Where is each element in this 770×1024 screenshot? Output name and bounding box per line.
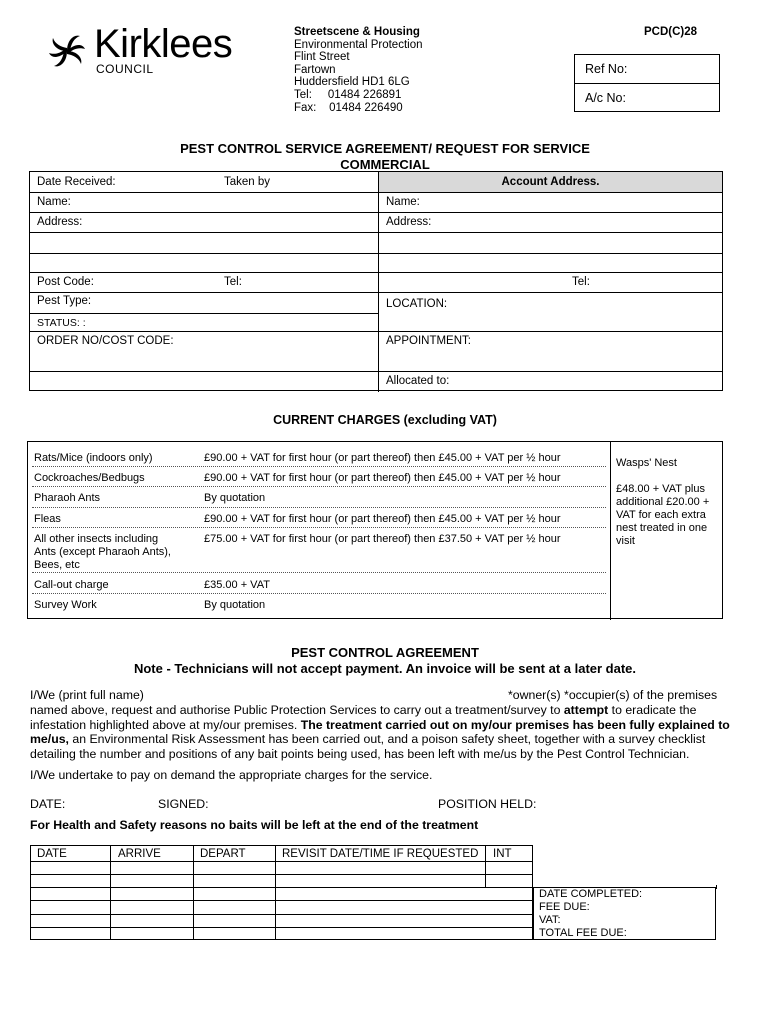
charge-price: £90.00 + VAT for first hour (or part thereof) then £45.00 + VAT per ½ hour: [204, 513, 561, 525]
wasps-nest-price: £48.00 + VAT plus additional £20.00 + VAT for each extra nest treated in one visit: [616, 483, 710, 547]
agreement-paragraph: named above, request and authorise Public Protection Services to carry out a treatment/survey to attempt to eradicate the infestation highlighted above at my/our premises. The treatment carried out on my/our premises has been fully explained to me/us, an Environmental Risk Assessment has been carried out, and a poison safety sheet, together with a survey checklist detailing the number and positions of any bait points being used, has been left with me/us by the Pest Control Technician.: [30, 703, 730, 761]
request-form: [29, 171, 723, 391]
address-line: Fax: 01484 226490: [294, 101, 403, 114]
account-address-header: Account Address.: [378, 172, 722, 192]
address-line: Environmental Protection: [294, 38, 423, 51]
reference-box: [574, 54, 720, 112]
charge-price: By quotation: [204, 492, 266, 504]
kirklees-swirl-icon: [46, 30, 88, 72]
wasps-nest-label: Wasps' Nest: [616, 457, 677, 469]
ac-no-field[interactable]: A/c No:: [585, 91, 626, 105]
agreement-heading: PEST CONTROL AGREEMENT: [291, 645, 479, 660]
health-safety-note: For Health and Safety reasons no baits will be left at the end of the treatment: [30, 817, 479, 832]
charge-price: £75.00 + VAT for first hour (or part thereof) then £37.50 + VAT per ½ hour: [204, 533, 561, 545]
date-completed-field[interactable]: DATE COMPLETED:: [539, 888, 643, 900]
date-field[interactable]: DATE:: [30, 796, 66, 811]
date-received-field[interactable]: Date Received:: [37, 176, 116, 188]
undertake-paragraph: I/We undertake to pay on demand the appropriate charges for the service.: [30, 768, 433, 782]
charge-pest: Call-out charge: [34, 579, 109, 591]
charge-price: £35.00 + VAT: [204, 579, 270, 591]
col-depart: DEPART: [200, 848, 246, 860]
name-field[interactable]: Name:: [37, 196, 71, 208]
department-address: [294, 26, 422, 114]
agreement-note: Note - Technicians will not accept payment. An invoice will be sent at a later date.: [133, 661, 637, 676]
fee-due-field[interactable]: FEE DUE:: [539, 901, 590, 913]
charge-pest: All other insects including Ants (except Pharaoh Ants), Bees, etc: [34, 533, 171, 571]
agreement-text: [30, 688, 740, 832]
allocated-to-field[interactable]: Allocated to:: [386, 375, 450, 387]
charge-price: £90.00 + VAT for first hour (or part thereof) then £45.00 + VAT per ½ hour: [204, 452, 561, 464]
department-name: Streetscene & Housing: [294, 26, 420, 38]
address-line: Fartown: [294, 63, 336, 76]
address-line: Flint Street: [294, 51, 350, 64]
col-revisit: REVISIT DATE/TIME IF REQUESTED: [282, 848, 479, 860]
address-line: Huddersfield HD1 6LG: [294, 76, 410, 89]
form-title: PEST CONTROL SERVICE AGREEMENT/ REQUEST FOR SERVICE: [180, 141, 590, 156]
charge-pest: Rats/Mice (indoors only): [34, 452, 153, 464]
kirklees-logo: [46, 22, 236, 78]
address-field[interactable]: Address:: [37, 216, 83, 228]
account-address-field[interactable]: Address:: [386, 216, 432, 228]
col-date: DATE: [37, 848, 67, 860]
org-sub: COUNCIL: [96, 62, 154, 76]
post-code-field[interactable]: Post Code:: [37, 276, 94, 288]
total-fee-due-field[interactable]: TOTAL FEE DUE:: [539, 927, 627, 939]
charge-pest: Survey Work: [34, 599, 97, 611]
charges-heading: CURRENT CHARGES (excluding VAT): [273, 413, 497, 427]
charge-pest: Fleas: [34, 513, 61, 525]
col-int: INT: [493, 848, 512, 860]
charge-pest: Cockroaches/Bedbugs: [34, 472, 145, 484]
owner-occupier-label: *owner(s) *occupier(s) of the premises: [508, 688, 718, 702]
print-name-field[interactable]: I/We (print full name): [30, 688, 144, 702]
appointment-field[interactable]: APPOINTMENT:: [386, 335, 471, 347]
account-name-field[interactable]: Name:: [386, 196, 420, 208]
ref-no-field[interactable]: Ref No:: [575, 55, 719, 84]
col-arrive: ARRIVE: [118, 848, 161, 860]
charge-pest: Pharaoh Ants: [34, 492, 101, 504]
form-code: PCD(C)28: [644, 26, 698, 38]
status-field[interactable]: STATUS: :: [37, 317, 86, 329]
charge-price: £90.00 + VAT for first hour (or part thereof) then £45.00 + VAT per ½ hour: [204, 472, 561, 484]
org-name: Kirklees: [94, 22, 233, 66]
pest-type-field[interactable]: Pest Type:: [37, 295, 92, 307]
position-held-field[interactable]: POSITION HELD:: [438, 796, 537, 811]
charges-table: [27, 441, 723, 619]
tel-field[interactable]: Tel:: [224, 276, 242, 288]
form-subtitle: COMMERCIAL: [340, 157, 430, 172]
account-tel-field[interactable]: Tel:: [572, 276, 590, 288]
vat-field[interactable]: VAT:: [539, 914, 561, 926]
location-field[interactable]: LOCATION:: [386, 298, 448, 310]
order-no-field[interactable]: ORDER NO/COST CODE:: [37, 335, 174, 347]
taken-by-field[interactable]: Taken by: [224, 176, 271, 188]
visit-table: [30, 845, 720, 945]
charge-price: By quotation: [204, 599, 266, 611]
address-line: Tel: 01484 226891: [294, 88, 402, 101]
signed-field[interactable]: SIGNED:: [158, 796, 209, 811]
